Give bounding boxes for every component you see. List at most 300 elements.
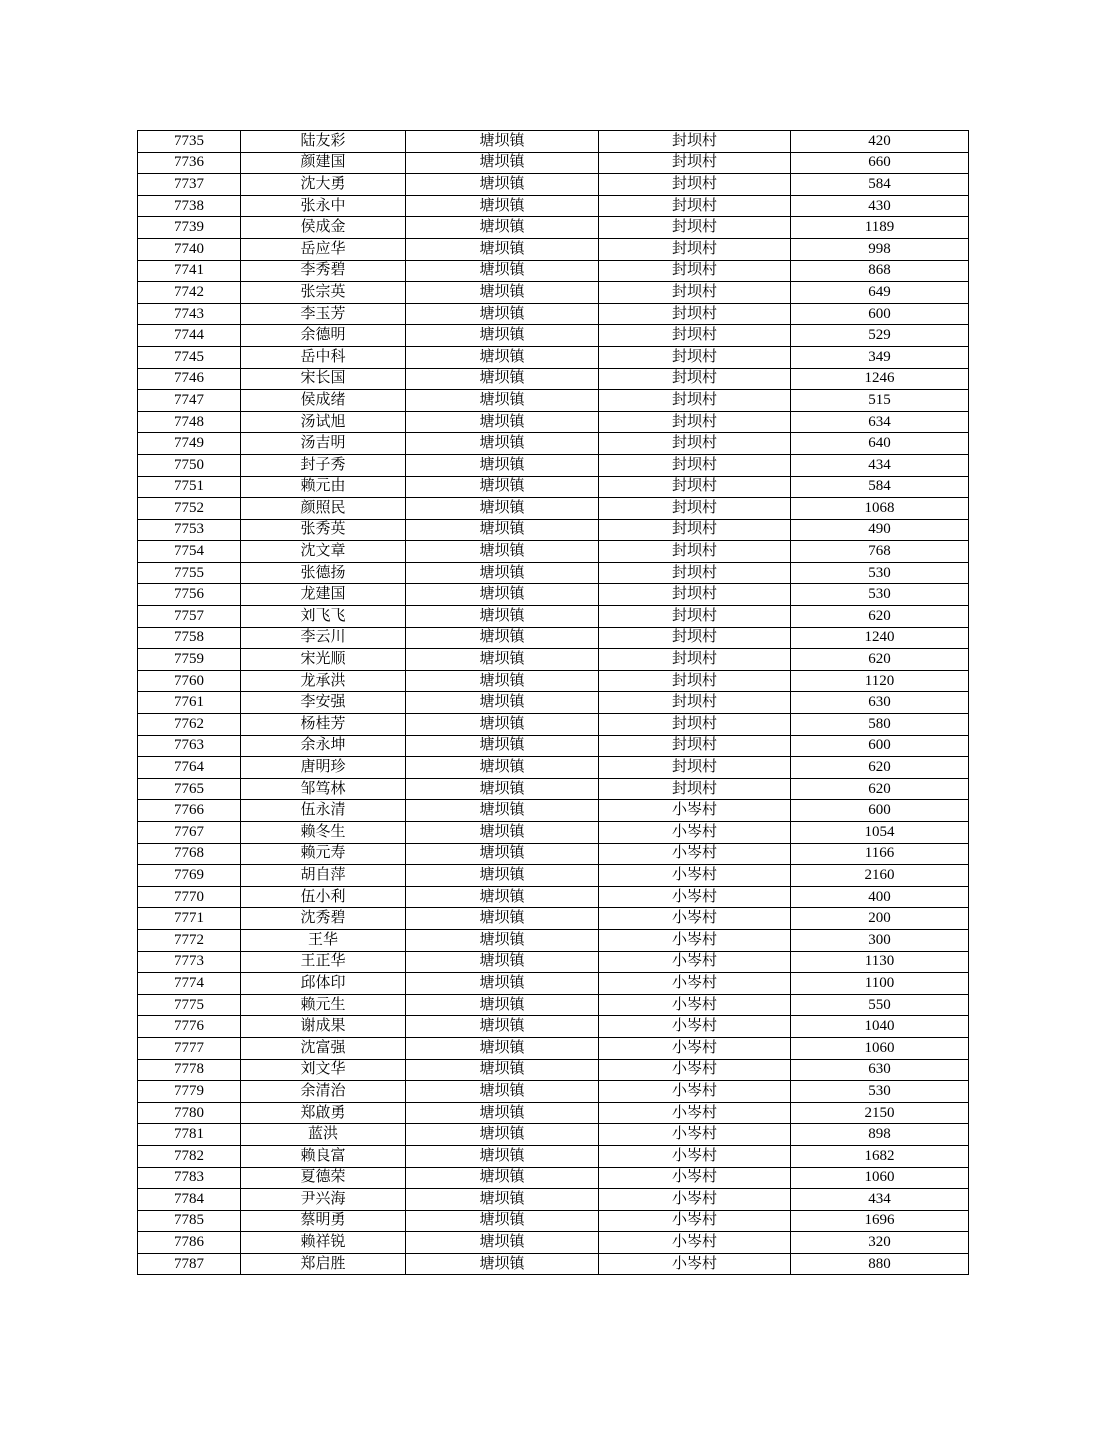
cell-name: 李云川 [241, 627, 406, 649]
cell-id: 7741 [138, 260, 241, 282]
table-row [138, 325, 969, 347]
cell-town: 塘坝镇 [406, 1102, 599, 1124]
cell-amount: 430 [791, 195, 969, 217]
cell-name: 唐明珍 [241, 757, 406, 779]
cell-name: 王华 [241, 929, 406, 951]
cell-id: 7738 [138, 195, 241, 217]
cell-amount: 1246 [791, 368, 969, 390]
cell-amount: 1120 [791, 670, 969, 692]
cell-town: 塘坝镇 [406, 1059, 599, 1081]
cell-name: 邹笃林 [241, 778, 406, 800]
cell-town: 塘坝镇 [406, 627, 599, 649]
cell-village: 封坝村 [599, 584, 791, 606]
table-row [138, 1102, 969, 1124]
cell-name: 沈大勇 [241, 174, 406, 196]
cell-id: 7752 [138, 498, 241, 520]
cell-village: 小岑村 [599, 822, 791, 844]
cell-town: 塘坝镇 [406, 1232, 599, 1254]
cell-village: 封坝村 [599, 303, 791, 325]
table-row [138, 282, 969, 304]
cell-id: 7767 [138, 822, 241, 844]
cell-name: 赖良富 [241, 1145, 406, 1167]
cell-id: 7784 [138, 1189, 241, 1211]
cell-town: 塘坝镇 [406, 346, 599, 368]
cell-amount: 529 [791, 325, 969, 347]
cell-town: 塘坝镇 [406, 584, 599, 606]
cell-amount: 620 [791, 649, 969, 671]
cell-amount: 630 [791, 692, 969, 714]
cell-town: 塘坝镇 [406, 411, 599, 433]
cell-town: 塘坝镇 [406, 692, 599, 714]
cell-amount: 998 [791, 238, 969, 260]
table-row [138, 757, 969, 779]
cell-village: 小岑村 [599, 865, 791, 887]
cell-village: 封坝村 [599, 627, 791, 649]
cell-town: 塘坝镇 [406, 238, 599, 260]
table-row [138, 519, 969, 541]
cell-town: 塘坝镇 [406, 303, 599, 325]
cell-village: 封坝村 [599, 606, 791, 628]
cell-id: 7750 [138, 454, 241, 476]
cell-town: 塘坝镇 [406, 649, 599, 671]
cell-id: 7759 [138, 649, 241, 671]
cell-village: 封坝村 [599, 519, 791, 541]
table-row [138, 454, 969, 476]
cell-village: 封坝村 [599, 411, 791, 433]
cell-village: 封坝村 [599, 195, 791, 217]
cell-name: 宋光顺 [241, 649, 406, 671]
cell-village: 小岑村 [599, 1253, 791, 1275]
cell-town: 塘坝镇 [406, 670, 599, 692]
cell-name: 赖元寿 [241, 843, 406, 865]
cell-id: 7779 [138, 1081, 241, 1103]
cell-amount: 200 [791, 908, 969, 930]
cell-id: 7743 [138, 303, 241, 325]
cell-name: 颜照民 [241, 498, 406, 520]
cell-amount: 1189 [791, 217, 969, 239]
table-row [138, 411, 969, 433]
cell-name: 张秀英 [241, 519, 406, 541]
cell-village: 小岑村 [599, 800, 791, 822]
cell-amount: 640 [791, 433, 969, 455]
cell-town: 塘坝镇 [406, 282, 599, 304]
cell-id: 7768 [138, 843, 241, 865]
cell-id: 7749 [138, 433, 241, 455]
cell-town: 塘坝镇 [406, 152, 599, 174]
cell-amount: 1040 [791, 1016, 969, 1038]
table-row [138, 1210, 969, 1232]
cell-town: 塘坝镇 [406, 714, 599, 736]
table-row [138, 649, 969, 671]
cell-amount: 1696 [791, 1210, 969, 1232]
cell-amount: 600 [791, 735, 969, 757]
cell-town: 塘坝镇 [406, 908, 599, 930]
cell-village: 小岑村 [599, 886, 791, 908]
cell-name: 张德扬 [241, 562, 406, 584]
cell-name: 李玉芳 [241, 303, 406, 325]
cell-name: 余清治 [241, 1081, 406, 1103]
cell-name: 岳应华 [241, 238, 406, 260]
cell-town: 塘坝镇 [406, 1253, 599, 1275]
cell-town: 塘坝镇 [406, 1167, 599, 1189]
cell-amount: 898 [791, 1124, 969, 1146]
cell-town: 塘坝镇 [406, 1081, 599, 1103]
cell-name: 侯成金 [241, 217, 406, 239]
table-row [138, 929, 969, 951]
cell-name: 赖元由 [241, 476, 406, 498]
cell-amount: 1130 [791, 951, 969, 973]
table-row [138, 433, 969, 455]
table-row [138, 217, 969, 239]
cell-name: 张永中 [241, 195, 406, 217]
cell-town: 塘坝镇 [406, 498, 599, 520]
table-row [138, 131, 969, 153]
cell-amount: 1166 [791, 843, 969, 865]
cell-name: 沈富强 [241, 1037, 406, 1059]
table-row [138, 627, 969, 649]
cell-name: 张宗英 [241, 282, 406, 304]
cell-id: 7744 [138, 325, 241, 347]
table-row [138, 1037, 969, 1059]
cell-amount: 550 [791, 994, 969, 1016]
cell-town: 塘坝镇 [406, 1016, 599, 1038]
cell-town: 塘坝镇 [406, 994, 599, 1016]
cell-town: 塘坝镇 [406, 454, 599, 476]
cell-id: 7753 [138, 519, 241, 541]
cell-village: 封坝村 [599, 238, 791, 260]
cell-id: 7755 [138, 562, 241, 584]
cell-village: 小岑村 [599, 843, 791, 865]
table-row [138, 1167, 969, 1189]
cell-name: 蔡明勇 [241, 1210, 406, 1232]
cell-town: 塘坝镇 [406, 562, 599, 584]
cell-town: 塘坝镇 [406, 325, 599, 347]
cell-id: 7748 [138, 411, 241, 433]
cell-village: 封坝村 [599, 152, 791, 174]
table-row [138, 865, 969, 887]
cell-village: 封坝村 [599, 390, 791, 412]
cell-name: 余德明 [241, 325, 406, 347]
cell-village: 小岑村 [599, 1189, 791, 1211]
cell-name: 郑啟勇 [241, 1102, 406, 1124]
cell-town: 塘坝镇 [406, 433, 599, 455]
cell-amount: 868 [791, 260, 969, 282]
cell-town: 塘坝镇 [406, 476, 599, 498]
cell-village: 小岑村 [599, 1124, 791, 1146]
table-row [138, 822, 969, 844]
cell-id: 7761 [138, 692, 241, 714]
cell-id: 7754 [138, 541, 241, 563]
cell-village: 封坝村 [599, 498, 791, 520]
table-row [138, 1145, 969, 1167]
cell-name: 伍永清 [241, 800, 406, 822]
cell-town: 塘坝镇 [406, 886, 599, 908]
table-row [138, 174, 969, 196]
table-row [138, 1189, 969, 1211]
cell-village: 封坝村 [599, 757, 791, 779]
cell-town: 塘坝镇 [406, 757, 599, 779]
table-row [138, 1232, 969, 1254]
cell-id: 7778 [138, 1059, 241, 1081]
cell-id: 7758 [138, 627, 241, 649]
cell-name: 李安强 [241, 692, 406, 714]
cell-amount: 2150 [791, 1102, 969, 1124]
cell-id: 7770 [138, 886, 241, 908]
cell-id: 7745 [138, 346, 241, 368]
cell-town: 塘坝镇 [406, 368, 599, 390]
cell-town: 塘坝镇 [406, 973, 599, 995]
cell-amount: 1060 [791, 1167, 969, 1189]
cell-name: 沈文章 [241, 541, 406, 563]
cell-id: 7737 [138, 174, 241, 196]
cell-village: 小岑村 [599, 1210, 791, 1232]
cell-id: 7760 [138, 670, 241, 692]
cell-town: 塘坝镇 [406, 1189, 599, 1211]
cell-name: 龙承洪 [241, 670, 406, 692]
cell-village: 封坝村 [599, 649, 791, 671]
cell-amount: 1060 [791, 1037, 969, 1059]
table-row [138, 238, 969, 260]
cell-amount: 649 [791, 282, 969, 304]
cell-town: 塘坝镇 [406, 1210, 599, 1232]
cell-amount: 620 [791, 606, 969, 628]
cell-amount: 530 [791, 584, 969, 606]
cell-village: 封坝村 [599, 433, 791, 455]
cell-town: 塘坝镇 [406, 865, 599, 887]
cell-name: 郑启胜 [241, 1253, 406, 1275]
cell-village: 封坝村 [599, 325, 791, 347]
cell-id: 7787 [138, 1253, 241, 1275]
cell-town: 塘坝镇 [406, 519, 599, 541]
table-row [138, 951, 969, 973]
cell-id: 7774 [138, 973, 241, 995]
cell-name: 赖冬生 [241, 822, 406, 844]
cell-village: 封坝村 [599, 368, 791, 390]
table-row [138, 390, 969, 412]
cell-village: 小岑村 [599, 1016, 791, 1038]
cell-amount: 349 [791, 346, 969, 368]
cell-amount: 320 [791, 1232, 969, 1254]
table-body [138, 131, 969, 1275]
cell-id: 7766 [138, 800, 241, 822]
table-row [138, 886, 969, 908]
table-row [138, 994, 969, 1016]
cell-id: 7771 [138, 908, 241, 930]
cell-id: 7782 [138, 1145, 241, 1167]
cell-id: 7777 [138, 1037, 241, 1059]
cell-id: 7776 [138, 1016, 241, 1038]
cell-name: 李秀碧 [241, 260, 406, 282]
cell-town: 塘坝镇 [406, 131, 599, 153]
table-row [138, 692, 969, 714]
cell-amount: 1682 [791, 1145, 969, 1167]
cell-town: 塘坝镇 [406, 1145, 599, 1167]
cell-town: 塘坝镇 [406, 390, 599, 412]
cell-name: 陆友彩 [241, 131, 406, 153]
table-row [138, 670, 969, 692]
cell-name: 汤试旭 [241, 411, 406, 433]
cell-village: 封坝村 [599, 562, 791, 584]
cell-id: 7736 [138, 152, 241, 174]
cell-name: 蓝洪 [241, 1124, 406, 1146]
cell-id: 7740 [138, 238, 241, 260]
cell-amount: 660 [791, 152, 969, 174]
table-row [138, 476, 969, 498]
cell-village: 封坝村 [599, 692, 791, 714]
table-row [138, 346, 969, 368]
cell-town: 塘坝镇 [406, 951, 599, 973]
cell-town: 塘坝镇 [406, 778, 599, 800]
cell-amount: 580 [791, 714, 969, 736]
table-row [138, 800, 969, 822]
cell-name: 封子秀 [241, 454, 406, 476]
cell-amount: 1100 [791, 973, 969, 995]
cell-name: 杨桂芳 [241, 714, 406, 736]
cell-name: 赖祥锐 [241, 1232, 406, 1254]
cell-amount: 530 [791, 562, 969, 584]
cell-id: 7780 [138, 1102, 241, 1124]
table-row [138, 1081, 969, 1103]
cell-village: 小岑村 [599, 1232, 791, 1254]
cell-name: 王正华 [241, 951, 406, 973]
cell-id: 7785 [138, 1210, 241, 1232]
cell-town: 塘坝镇 [406, 606, 599, 628]
table-row [138, 735, 969, 757]
cell-village: 小岑村 [599, 929, 791, 951]
cell-id: 7765 [138, 778, 241, 800]
table-row [138, 195, 969, 217]
cell-name: 胡自萍 [241, 865, 406, 887]
cell-village: 小岑村 [599, 951, 791, 973]
table-row [138, 1059, 969, 1081]
cell-village: 封坝村 [599, 670, 791, 692]
cell-amount: 515 [791, 390, 969, 412]
cell-amount: 400 [791, 886, 969, 908]
table-row [138, 368, 969, 390]
cell-id: 7735 [138, 131, 241, 153]
cell-village: 封坝村 [599, 217, 791, 239]
cell-id: 7773 [138, 951, 241, 973]
cell-amount: 634 [791, 411, 969, 433]
roster-table [137, 130, 969, 1275]
cell-village: 小岑村 [599, 1167, 791, 1189]
cell-name: 龙建国 [241, 584, 406, 606]
cell-amount: 490 [791, 519, 969, 541]
cell-amount: 1240 [791, 627, 969, 649]
cell-id: 7763 [138, 735, 241, 757]
cell-amount: 1054 [791, 822, 969, 844]
cell-village: 小岑村 [599, 1059, 791, 1081]
cell-name: 岳中科 [241, 346, 406, 368]
cell-name: 赖元生 [241, 994, 406, 1016]
cell-amount: 768 [791, 541, 969, 563]
cell-village: 封坝村 [599, 346, 791, 368]
cell-amount: 880 [791, 1253, 969, 1275]
cell-name: 侯成绪 [241, 390, 406, 412]
cell-id: 7775 [138, 994, 241, 1016]
cell-amount: 620 [791, 757, 969, 779]
table-row [138, 562, 969, 584]
table-row [138, 1253, 969, 1275]
cell-village: 封坝村 [599, 541, 791, 563]
table-row [138, 584, 969, 606]
cell-town: 塘坝镇 [406, 260, 599, 282]
cell-village: 封坝村 [599, 476, 791, 498]
cell-name: 刘文华 [241, 1059, 406, 1081]
cell-amount: 530 [791, 1081, 969, 1103]
cell-id: 7746 [138, 368, 241, 390]
cell-amount: 2160 [791, 865, 969, 887]
table-row [138, 778, 969, 800]
cell-town: 塘坝镇 [406, 195, 599, 217]
cell-name: 刘飞飞 [241, 606, 406, 628]
cell-name: 伍小利 [241, 886, 406, 908]
cell-town: 塘坝镇 [406, 929, 599, 951]
cell-amount: 630 [791, 1059, 969, 1081]
cell-village: 小岑村 [599, 1102, 791, 1124]
cell-village: 小岑村 [599, 1145, 791, 1167]
cell-id: 7786 [138, 1232, 241, 1254]
cell-village: 小岑村 [599, 973, 791, 995]
cell-id: 7747 [138, 390, 241, 412]
cell-village: 封坝村 [599, 174, 791, 196]
table-row [138, 1016, 969, 1038]
cell-town: 塘坝镇 [406, 1037, 599, 1059]
cell-village: 封坝村 [599, 131, 791, 153]
cell-town: 塘坝镇 [406, 735, 599, 757]
cell-amount: 584 [791, 476, 969, 498]
table-row [138, 303, 969, 325]
cell-name: 余永坤 [241, 735, 406, 757]
cell-amount: 420 [791, 131, 969, 153]
cell-name: 尹兴海 [241, 1189, 406, 1211]
table-row [138, 714, 969, 736]
cell-id: 7739 [138, 217, 241, 239]
cell-town: 塘坝镇 [406, 800, 599, 822]
cell-amount: 600 [791, 800, 969, 822]
cell-town: 塘坝镇 [406, 174, 599, 196]
cell-name: 夏德荣 [241, 1167, 406, 1189]
cell-id: 7764 [138, 757, 241, 779]
cell-village: 小岑村 [599, 1081, 791, 1103]
cell-id: 7751 [138, 476, 241, 498]
table-row [138, 908, 969, 930]
cell-town: 塘坝镇 [406, 1124, 599, 1146]
cell-village: 小岑村 [599, 908, 791, 930]
cell-id: 7742 [138, 282, 241, 304]
cell-village: 小岑村 [599, 1037, 791, 1059]
cell-id: 7762 [138, 714, 241, 736]
table-row [138, 260, 969, 282]
cell-amount: 300 [791, 929, 969, 951]
cell-id: 7756 [138, 584, 241, 606]
table-row [138, 498, 969, 520]
cell-amount: 620 [791, 778, 969, 800]
cell-name: 宋长国 [241, 368, 406, 390]
cell-village: 封坝村 [599, 735, 791, 757]
cell-town: 塘坝镇 [406, 843, 599, 865]
cell-town: 塘坝镇 [406, 541, 599, 563]
cell-id: 7772 [138, 929, 241, 951]
cell-name: 邱体印 [241, 973, 406, 995]
table-row [138, 973, 969, 995]
cell-amount: 434 [791, 1189, 969, 1211]
table-row [138, 843, 969, 865]
table-row [138, 152, 969, 174]
table-row [138, 1124, 969, 1146]
cell-id: 7781 [138, 1124, 241, 1146]
cell-village: 小岑村 [599, 994, 791, 1016]
